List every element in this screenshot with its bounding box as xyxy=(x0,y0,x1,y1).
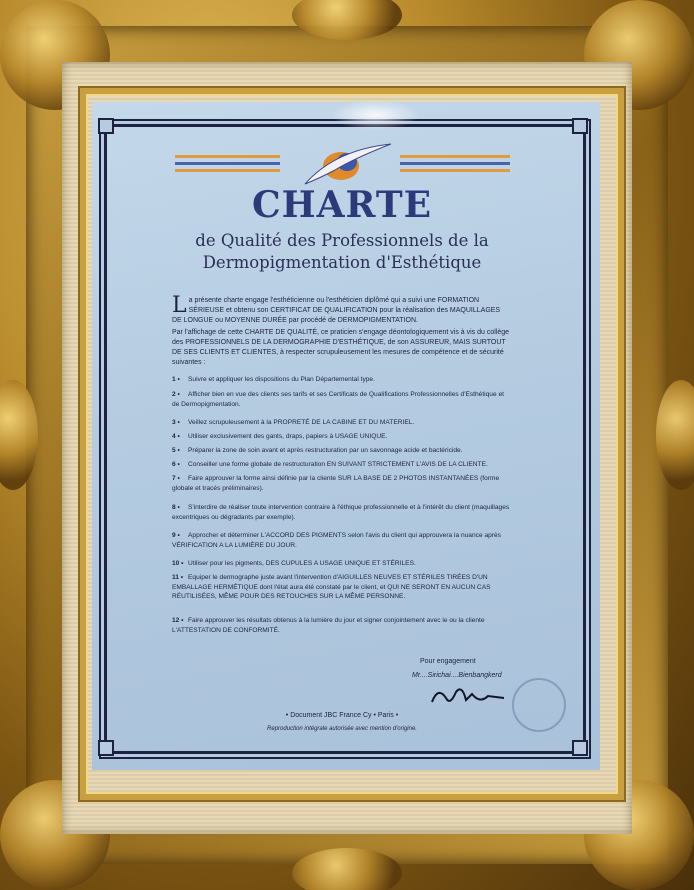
item-text: Approcher et déterminer L'ACCORD DES PIGMENTS selon l'avis du client qui approuvera la nuance après VÉRIFICATION A LA LUMIÈRE DU JOUR. xyxy=(172,532,501,549)
item-number: 7 • xyxy=(172,475,180,482)
item-text: Préparer la zone de soin avant et après restructuration par un savonnage acide et bactéricide. xyxy=(188,447,463,454)
border-corner-bottom-left xyxy=(98,740,114,756)
footer-document: • Document JBC France Cy • Paris • xyxy=(285,712,399,719)
item-number: 9 • xyxy=(172,532,180,539)
header-stripe-left-2 xyxy=(175,162,280,165)
item-text: Equiper le dermographe juste avant l'intervention d'AIGUILLES NEUVES ET STÉRILES TIRÉES D'UN EMBALLAGE HERMÉTIQUE dont l'état aura été constaté par le client, et QUI NE SERONT EN AUCUN CAS RÉUTILISÉES, MÊME POUR DES RETOUCHES SUR LA MÊME PERSONNE. xyxy=(172,574,491,600)
handwritten-signature-icon xyxy=(428,684,508,710)
item-number: 4 • xyxy=(172,433,180,440)
charter-item-8 xyxy=(172,503,512,522)
certificate-title: CHARTE xyxy=(251,184,433,226)
item-text: Faire approuver les résultats obtenus à la lumière du jour et signer conjointement avec le ou la cliente L'ATTESTATION DE CONFORMITÉ. xyxy=(172,617,485,634)
intro-text-1: a présente charte engage l'esthéticienne ou l'esthéticien diplômé qui a suivi une FORMATION SÉRIEUSE et obtenu son CERTIFICAT DE QUALIFICATION pour la réalisation des MAQUILLAGES DE LONGUE ou MOYENNE DURÉE par procédé de DERMOPIGMENTATION. xyxy=(172,297,501,324)
signer-name: Mr....Sirichai....Bienbangkerd xyxy=(412,672,502,679)
feather-globe-logo-icon xyxy=(295,140,395,190)
charter-item-6 xyxy=(172,460,512,470)
certificate-subtitle-line-1: de Qualité des Professionnels de la xyxy=(195,231,489,250)
charter-item-12 xyxy=(172,616,512,635)
item-number: 6 • xyxy=(172,461,180,468)
border-corner-bottom-right xyxy=(572,740,588,756)
header-stripe-left-3 xyxy=(175,169,280,172)
charter-item-3 xyxy=(172,418,512,428)
intro-paragraph xyxy=(172,293,510,326)
item-number: 8 • xyxy=(172,504,180,511)
item-number: 3 • xyxy=(172,419,180,426)
item-text: S'interdire de réaliser toute intervention contraire à l'éthique professionnelle et à l'intérêt du client (maquillages excentriques ou dégradants par exemple). xyxy=(172,504,510,521)
border-corner-top-left xyxy=(98,118,114,134)
embossed-seal-stamp xyxy=(512,678,566,732)
glass-glare xyxy=(330,100,420,130)
header-stripe-right-1 xyxy=(400,155,510,158)
charter-item-2 xyxy=(172,390,512,409)
border-corner-top-right xyxy=(572,118,588,134)
engagement-label: Pour engagement xyxy=(420,658,476,665)
intro-paragraph-2: Par l'affichage de cette CHARTE DE QUALITÉ, ce praticien s'engage déontologiquement vis à vis du collège des PROFESSIONNELS DE LA DERMOGRAPHIE D'ESTHÉTIQUE, de son ASSUREUR, MAIS SURTOUT DE SES CLIENTS ET CLIENTES, à respecter scrupuleusement les mesures de compétence et de sécurité suivantes : xyxy=(172,329,510,366)
charter-item-5 xyxy=(172,446,512,456)
charter-item-7 xyxy=(172,474,512,493)
intro-dropcap: L xyxy=(172,293,187,318)
item-text: Veillez scrupuleusement à la PROPRETÉ DE LA CABINE ET DU MATERIEL. xyxy=(188,419,415,426)
item-number: 11 • xyxy=(172,574,184,581)
certificate-subtitle-line-2: Dermopigmentation d'Esthétique xyxy=(202,253,482,272)
footer-reproduction-note: Reproduction intégrale autorisée avec mention d'origine. xyxy=(267,726,417,732)
item-text: Conseiller une forme globale de restructuration EN SUIVANT STRICTEMENT L'AVIS DE LA CLIENTE. xyxy=(188,461,488,468)
charter-item-1 xyxy=(172,375,512,385)
item-number: 10 • xyxy=(172,560,184,567)
item-text: Suivre et appliquer les dispositions du Plan Départemental type. xyxy=(188,376,375,383)
item-text: Utiliser exclusivement des gants, draps, papiers à USAGE UNIQUE. xyxy=(188,433,388,440)
charter-item-9 xyxy=(172,531,512,550)
frame-ornament-bottom-center xyxy=(292,848,402,890)
item-text: Faire approuver la forme ainsi définie par la cliente SUR LA BASE DE 2 PHOTOS INSTANTANÉES (forme globale et tracés préliminaires). xyxy=(172,475,500,492)
header-stripe-right-2 xyxy=(400,162,510,165)
charter-item-11 xyxy=(172,573,512,602)
item-number: 12 • xyxy=(172,617,184,624)
item-text: Afficher bien en vue des clients ses tarifs et ses Certificats de Qualifications Professionnelles d'Esthétique et de Dermopigmentation. xyxy=(172,391,504,408)
header-stripe-left-1 xyxy=(175,155,280,158)
item-number: 1 • xyxy=(172,376,180,383)
item-text: Utiliser pour les pigments, DES CUPULES A USAGE UNIQUE ET STÉRILES. xyxy=(188,560,416,567)
header-stripe-right-3 xyxy=(400,169,510,172)
charter-item-10 xyxy=(172,559,512,569)
item-number: 5 • xyxy=(172,447,180,454)
item-number: 2 • xyxy=(172,391,180,398)
charter-item-4 xyxy=(172,432,512,442)
